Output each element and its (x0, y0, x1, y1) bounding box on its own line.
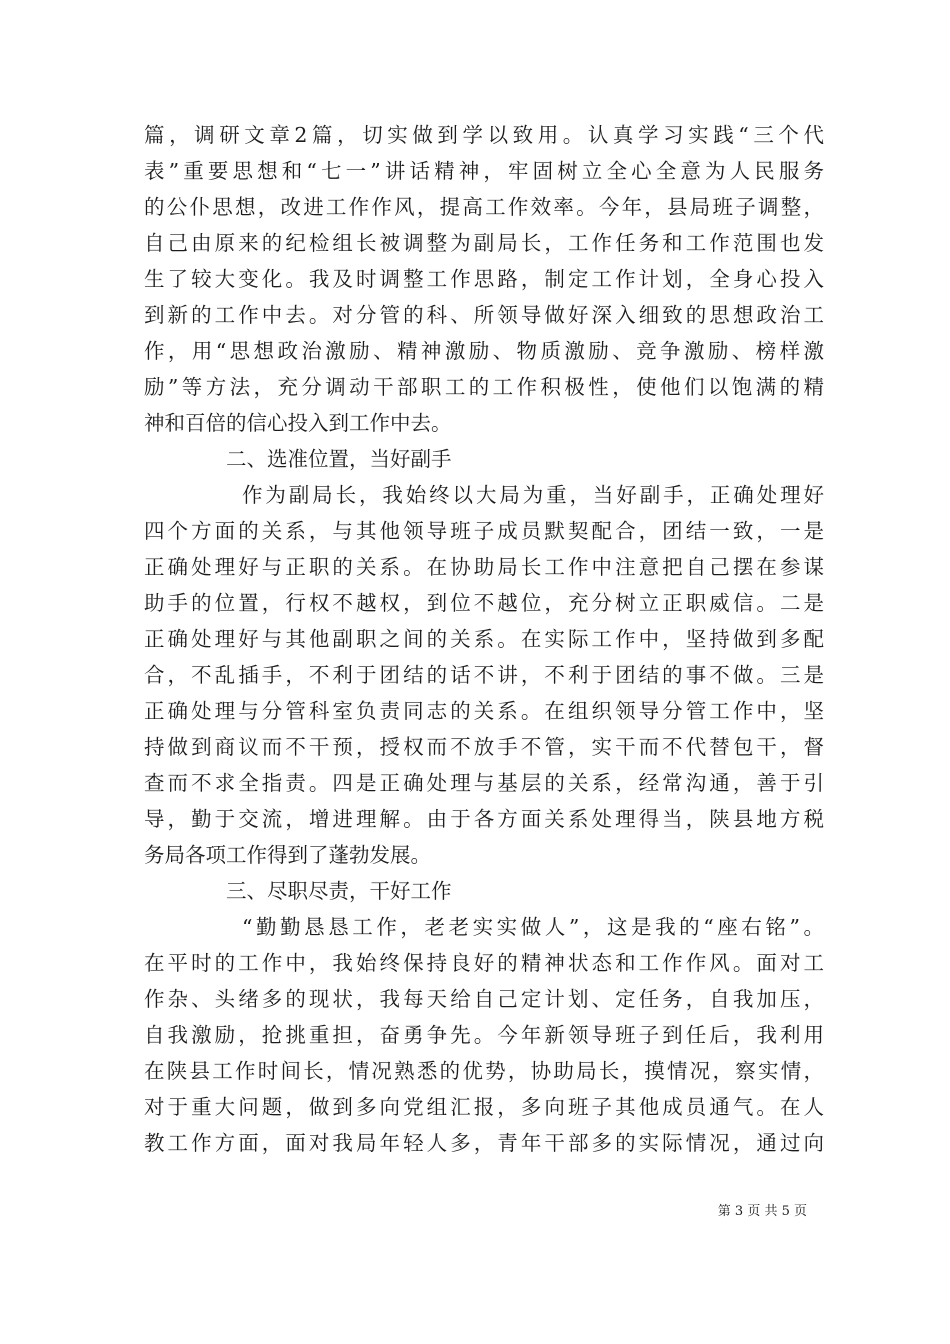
text-line: 作杂、头绪多的现状，我每天给自己定计划、定任务，自我加压， (144, 987, 824, 1011)
text-line: 作，用“思想政治激励、精神激励、物质激励、竞争激励、榜样激 (144, 339, 824, 363)
text-line: 正确处理好与正职的关系。在协助局长工作中注意把自己摆在参谋 (144, 555, 824, 579)
text-line: 神和百倍的信心投入到工作中去。 (144, 411, 452, 435)
page-number: 第 3 页 共 5 页 (717, 1204, 807, 1219)
text-line: 务局各项工作得到了蓬勃发展。 (144, 843, 431, 867)
text-line: 导，勤于交流，增进理解。由于各方面关系处理得当，陕县地方税 (144, 807, 824, 831)
text-line: 持做到商议而不干预，授权而不放手不管，实干而不代替包干，督 (144, 735, 824, 759)
document-body (144, 117, 824, 1161)
section-heading: 三、尽职尽责，干好工作 (226, 879, 452, 903)
paragraph-first-line: 作为副局长，我始终以大局为重，当好副手，正确处理好 (242, 483, 824, 507)
text-line: 自己由原来的纪检组长被调整为副局长，工作任务和工作范围也发 (144, 231, 824, 255)
text-line: 教工作方面，面对我局年轻人多，青年干部多的实际情况，通过向 (144, 1131, 824, 1155)
text-line: 表”重要思想和“七一”讲话精神，牢固树立全心全意为人民服务 (144, 159, 824, 183)
text-line: 在陕县工作时间长，情况熟悉的优势，协助局长，摸情况，察实情， (144, 1059, 824, 1083)
text-line: 对于重大问题，做到多向党组汇报，多向班子其他成员通气。在人 (144, 1095, 824, 1119)
text-line: 正确处理与分管科室负责同志的关系。在组织领导分管工作中，坚 (144, 699, 824, 723)
text-line: 四个方面的关系，与其他领导班子成员默契配合，团结一致，一是 (144, 519, 824, 543)
text-line: 在平时的工作中，我始终保持良好的精神状态和工作作风。面对工 (144, 951, 824, 975)
text-line: 正确处理好与其他副职之间的关系。在实际工作中，坚持做到多配 (144, 627, 824, 651)
section-heading: 二、选准位置，当好副手 (226, 447, 452, 471)
paragraph-first-line: “勤勤恳恳工作，老老实实做人”，这是我的“座右铭”。 (242, 915, 824, 939)
text-line: 助手的位置，行权不越权，到位不越位，充分树立正职威信。二是 (144, 591, 824, 615)
text-line: 篇，调研文章2篇，切实做到学以致用。认真学习实践“三个代 (144, 123, 824, 147)
text-line: 生了较大变化。我及时调整工作思路，制定工作计划，全身心投入 (144, 267, 824, 291)
text-line: 查而不求全指责。四是正确处理与基层的关系，经常沟通，善于引 (144, 771, 824, 795)
text-line: 励”等方法，充分调动干部职工的工作积极性，使他们以饱满的精 (144, 375, 824, 399)
text-line: 到新的工作中去。对分管的科、所领导做好深入细致的思想政治工 (144, 303, 824, 327)
text-line: 自我激励，抢挑重担，奋勇争先。今年新领导班子到任后，我利用 (144, 1023, 824, 1047)
text-line: 的公仆思想，改进工作作风，提高工作效率。今年，县局班子调整， (144, 195, 824, 219)
text-line: 合，不乱插手，不利于团结的话不讲，不利于团结的事不做。三是 (144, 663, 824, 687)
